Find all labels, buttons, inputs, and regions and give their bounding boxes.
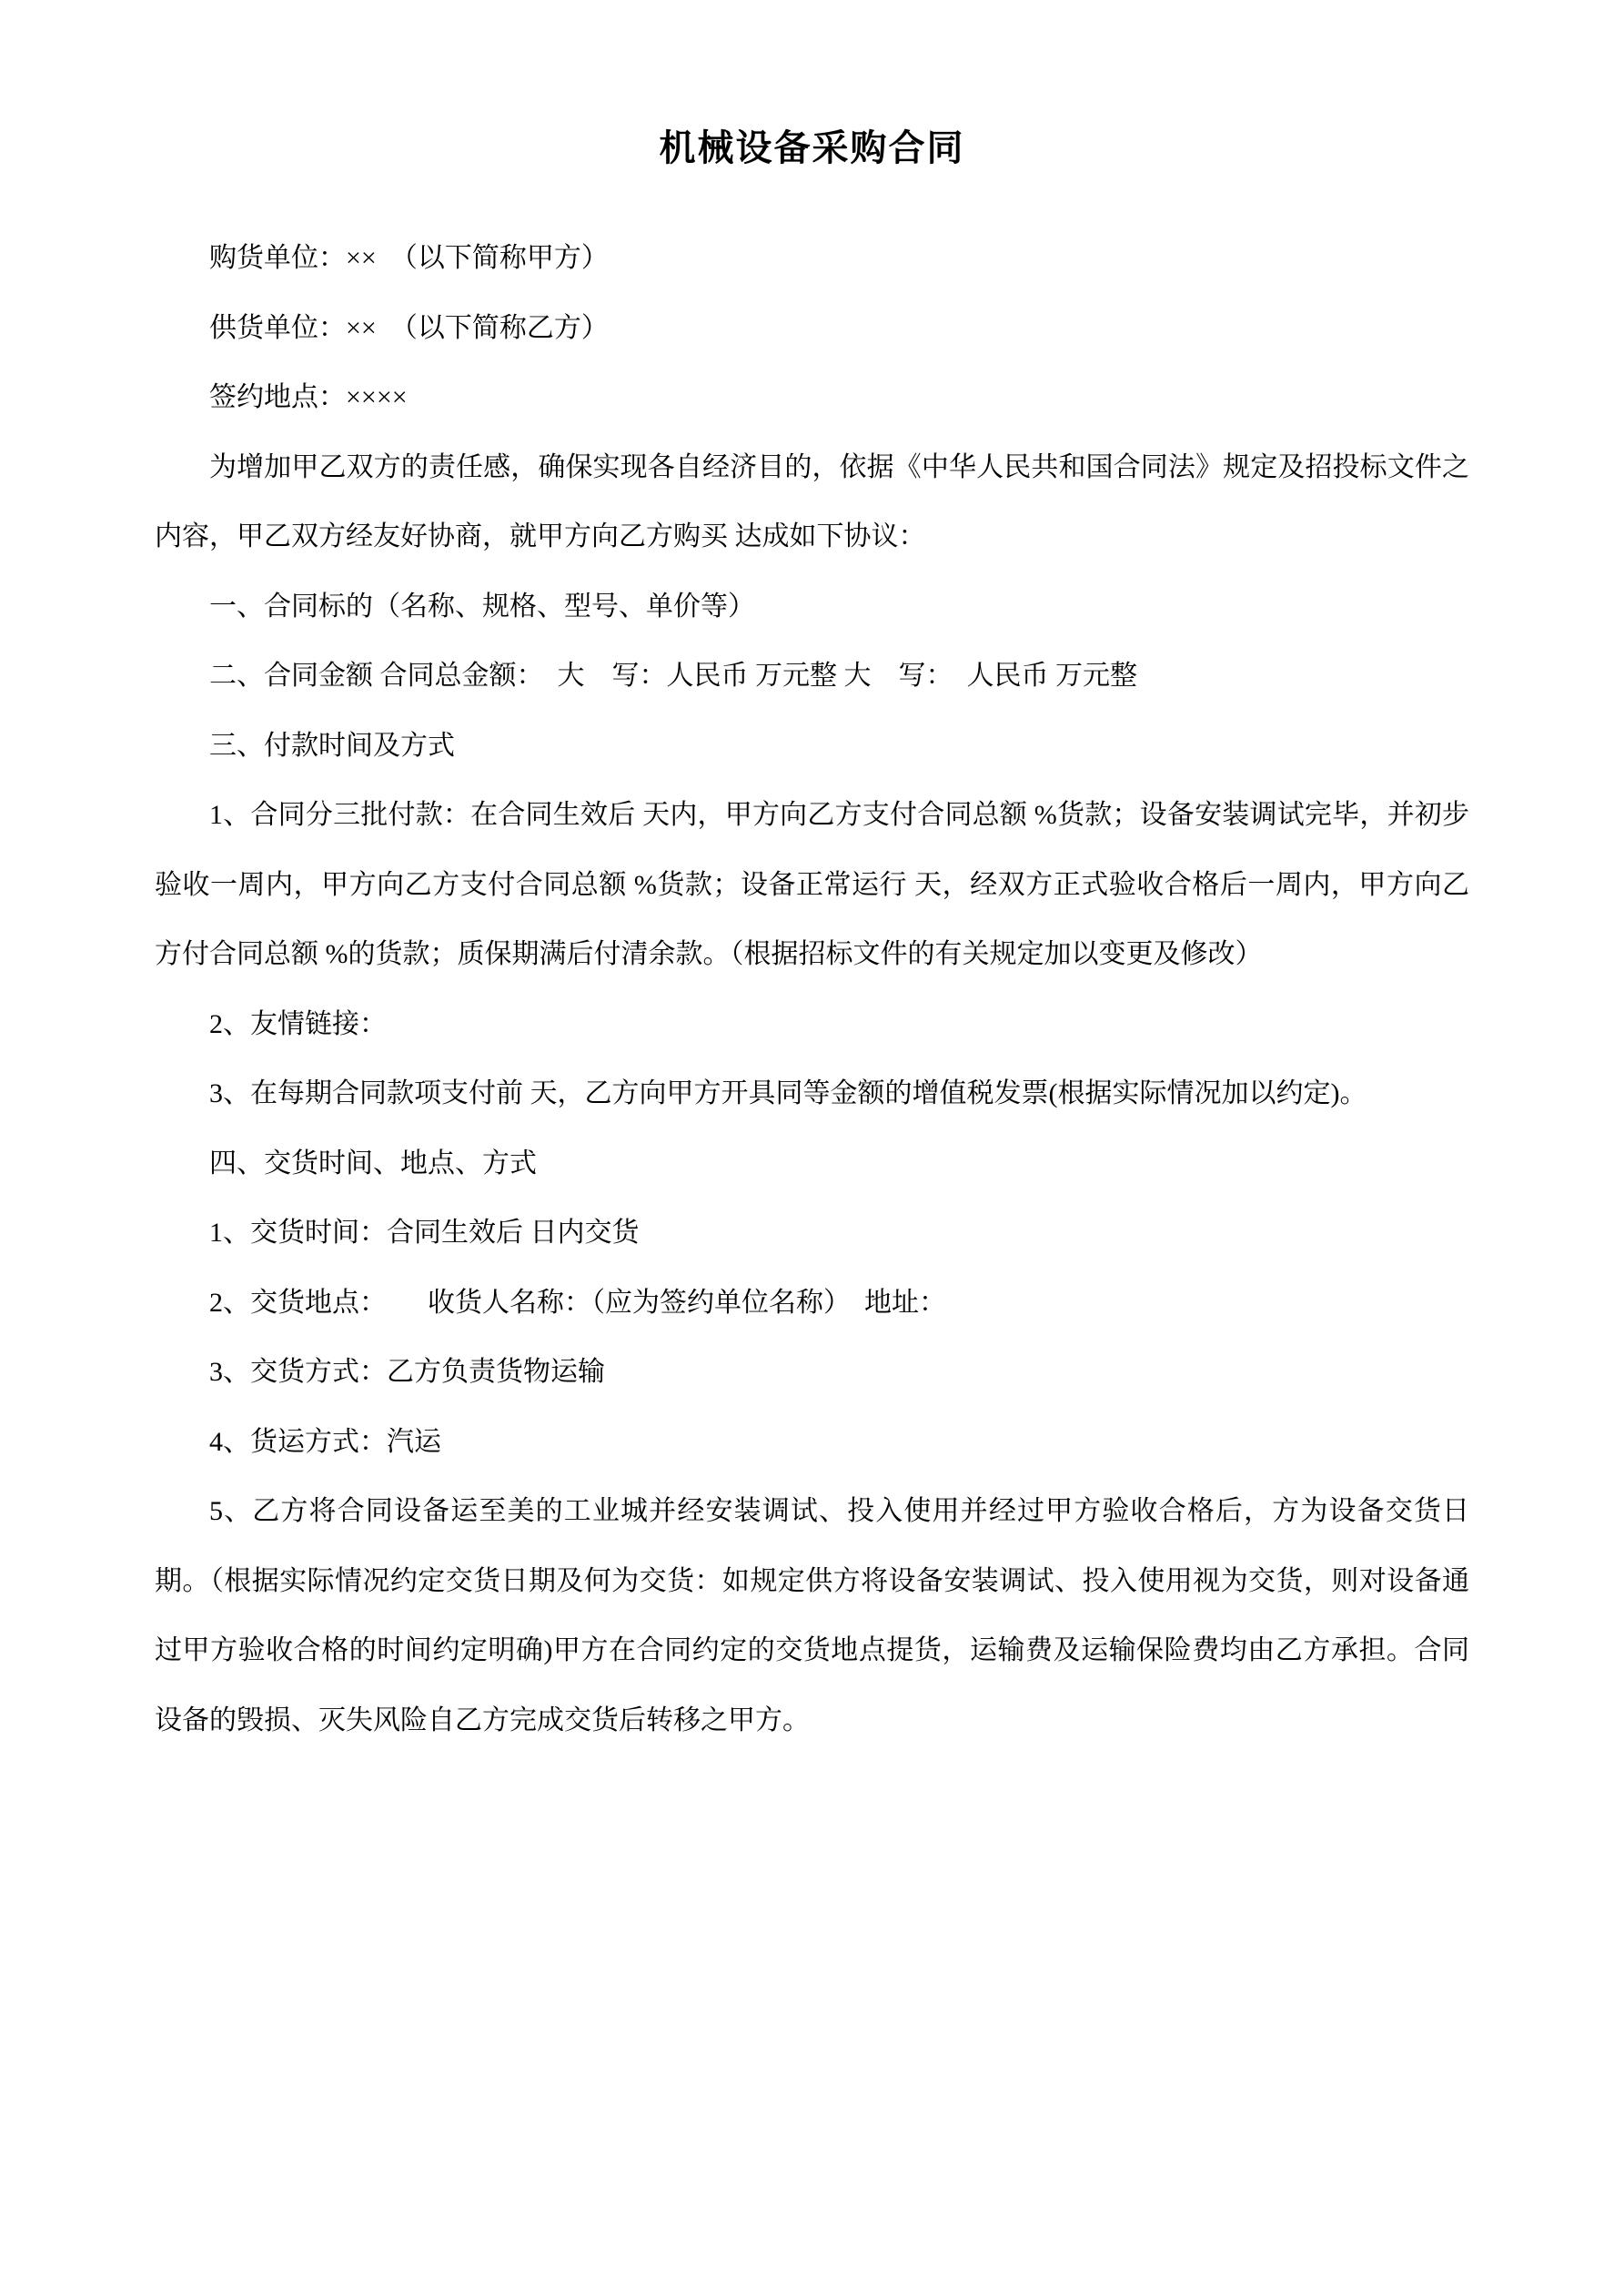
clause-1-subject: 一、合同标的（名称、规格、型号、单价等） [209, 591, 755, 622]
signing-location-line: 签约地点：×××× [209, 382, 408, 412]
preamble-paragraph: 为增加甲乙双方的责任感，确保实现各自经济目的，依据《中华人民共和国合同法》规定及招投标文件之内容，甲乙双方经友好协商，就甲方向乙方购买 达成如下协议： [155, 451, 1469, 551]
clause-3-item-2: 2、友情链接： [209, 1008, 387, 1039]
clause-3-item-1: 1、合同分三批付款：在合同生效后 天内，甲方向乙方支付合同总额 %货款；设备安装调试完毕，并初步验收一周内，甲方向乙方支付合同总额 %货款；设备正常运行 天，经双方正式验收合格后一周内，甲方向乙方付合同总额 %的货款；质保期满后付清余款。（根据招标文件的有关规定加以变更及修改） [155, 800, 1469, 969]
clause-2-amount: 二、合同金额 合同总金额： 大 写：人民币 万元整 大 写： 人民币 万元整 [209, 661, 1137, 691]
clause-4-item-1: 1、交货时间：合同生效后 日内交货 [209, 1218, 640, 1248]
supplier-line: 供货单位：×× （以下简称乙方） [209, 312, 609, 343]
clause-3-item-3: 3、在每期合同款项支付前 天，乙方向甲方开具同等金额的增值税发票(根据实际情况加以约定)。 [209, 1078, 1367, 1108]
clause-4-item-3: 3、交货方式：乙方负责货物运输 [209, 1357, 605, 1387]
clause-4-item-2: 2、交货地点： 收货人名称：（应为签约单位名称） 地址： [209, 1287, 946, 1318]
buyer-line: 购货单位：×× （以下简称甲方） [209, 243, 609, 273]
clause-4-item-4: 4、货运方式：汽运 [209, 1426, 441, 1457]
clause-4-delivery-heading: 四、交货时间、地点、方式 [209, 1148, 537, 1178]
document-title: 机械设备采购合同 [659, 127, 965, 168]
clause-3-payment-heading: 三、付款时间及方式 [209, 730, 455, 761]
clause-4-item-5: 5、乙方将合同设备运至美的工业城并经安装调试、投入使用并经过甲方验收合格后，方为设备交货日期。（根据实际情况约定交货日期及何为交货：如规定供方将设备安装调试、投入使用视为交货，则对设备通过甲方验收合格的时间约定明确)甲方在合同约定的交货地点提货，运输费及运输保险费均由乙方承担。合同设备的毁损、灭失风险自乙方完成交货后转移之甲方。 [155, 1496, 1469, 1735]
